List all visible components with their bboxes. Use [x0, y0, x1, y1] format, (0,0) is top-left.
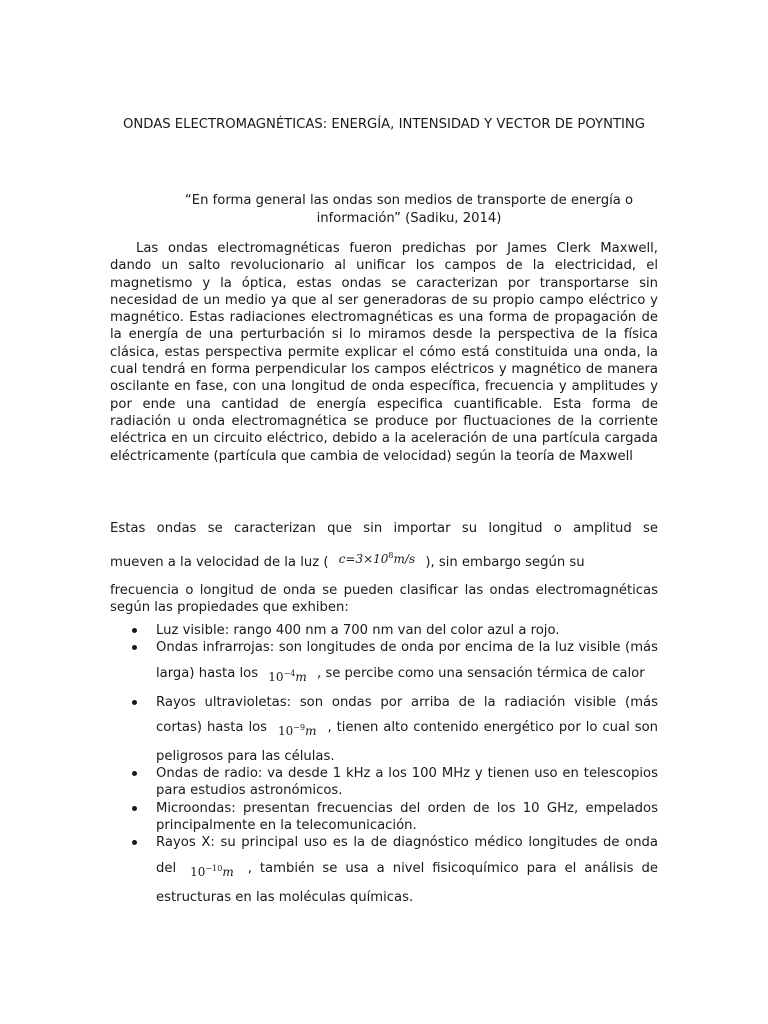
bullet-icon	[132, 628, 137, 633]
list-item-radio-waves	[110, 765, 658, 800]
text-segment: mueven a la velocidad de la luz (	[110, 555, 329, 571]
paragraph-line: frecuencia o longitud de onda se pueden clasificar las ondas electromagnéticas según las propiedades que exhiben:	[110, 582, 658, 615]
list-item-microwaves	[110, 800, 658, 835]
formula-unit: m/s	[393, 552, 416, 567]
speed-of-light-formula	[333, 547, 421, 568]
formula-exponent: 8	[388, 551, 394, 561]
formula-unit: m	[305, 723, 317, 738]
bullet-icon	[132, 645, 137, 650]
wavelength-formula	[262, 657, 312, 694]
document-title: ONDAS ELECTROMAGNÉTICAS: ENERGÍA, INTENSIDAD Y VECTOR DE POYNTING	[123, 117, 645, 132]
list-item-text: , también se usa a nivel fisicoquímico para el análisis de estructuras en las moléculas químicas.	[156, 860, 659, 905]
list-item-ultraviolet	[110, 694, 658, 766]
list-item-visible-light	[110, 622, 658, 639]
list-item-text: Microondas: presentan frecuencias del orden de los 10 GHz, empelados principalmente en la telecomunicación.	[156, 800, 658, 834]
bullet-icon	[132, 700, 137, 705]
list-item-x-rays	[110, 834, 658, 906]
paragraph-speed-of-light	[110, 520, 658, 616]
list-item-text: Rayos ultravioletas: son ondas por arriba de la radiación visible (más cortas) hasta los	[156, 694, 658, 735]
bullet-icon	[132, 806, 137, 811]
paragraph-line: Estas ondas se caracterizan que sin importar su longitud o amplitud se	[110, 521, 658, 536]
list-item-text: Ondas de radio: va desde 1 kHz a los 100 MHz y tienen uso en telescopios para estudios astronómicos.	[156, 766, 658, 799]
formula-base: c=3×10	[338, 552, 389, 567]
formula-exponent: −4	[283, 668, 296, 678]
text-segment: ), sin embargo según su	[425, 555, 585, 571]
wavelength-formula	[272, 711, 322, 748]
formula-base: 10	[278, 723, 294, 738]
list-item-text: Luz visible: rango 400 nm a 700 nm van del color azul a rojo.	[156, 623, 560, 638]
bullet-icon	[132, 840, 137, 845]
list-item-text: , se percibe como una sensación térmica de calor	[316, 665, 645, 681]
paragraph-intro: Las ondas electromagnéticas fueron predichas por James Clerk Maxwell, dando un salto revolucionario al unificar los campos de la electricidad, el magnetismo y la óptica, estas ondas se caracterizan por transportarse sin necesidad de un medio ya que al ser generadoras de su propio campo eléctrico y magnético. Estas radiaciones electromagnéticas es una forma de propagación de la energía de una perturbación si lo miramos desde la perspectiva de la física clásica, estas perspectiva permite explicar el cómo está constituida una onda, la cual tendrá en forma perpendicular los campos eléctricos y magnético de manera oscilante en fase, con una longitud de onda específica, frecuencia y amplitudes y por ende una cantidad de energía especifica cuantificable. Esta forma de radiación u onda electromagnética se produce por fluctuaciones de la corriente eléctrica en un circuito eléctrico, debido a la aceleración de una partícula cargada eléctricamente (partícula que cambia de velocidad) según la teoría de Maxwell	[110, 241, 658, 464]
formula-exponent: −9	[293, 722, 306, 732]
formula-base: 10	[268, 669, 284, 684]
formula-unit: m	[222, 864, 234, 879]
list-item-text: Rayos X: su principal uso es la de diagnóstico médico longitudes de onda del	[156, 835, 658, 876]
list-item-text: Ondas infrarrojas: son longitudes de onda por encima de la luz visible (más larga) hasta los	[156, 640, 658, 681]
bullet-icon	[132, 771, 137, 776]
wavelength-formula	[184, 852, 240, 889]
paragraph-line-with-formula	[110, 547, 658, 571]
epigraph-quote: “En forma general las ondas son medios de transporte de energía o información” (Sadiku, 2014)	[184, 193, 634, 226]
wave-types-list	[110, 622, 658, 906]
formula-base: 10	[190, 864, 206, 879]
list-item-infrared	[110, 639, 658, 693]
formula-exponent: −10	[205, 863, 223, 873]
formula-unit: m	[295, 669, 307, 684]
list-item-text: , tienen alto contenido energético por lo cual son peligrosos para las células.	[156, 719, 658, 764]
